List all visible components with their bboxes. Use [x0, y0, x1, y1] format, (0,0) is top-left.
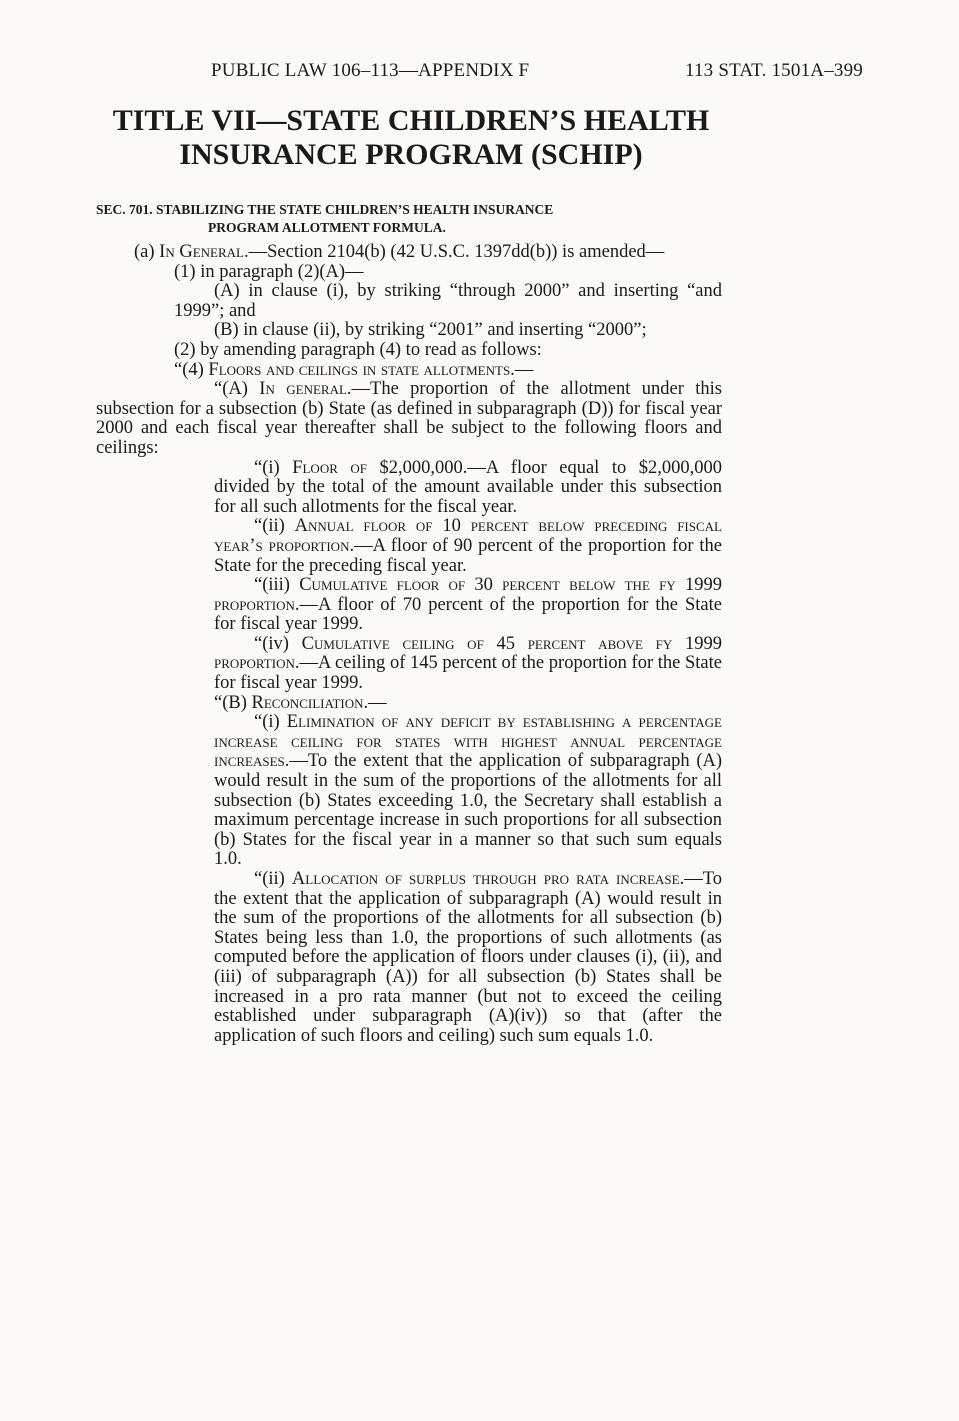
- clause-iv-cumulative-ceiling: “(iv) Cumulative ceiling of 45 percent above fy 1999 proportion.—A ceiling of 145 percent of the proportion for the State for fiscal year 1999.: [214, 633, 722, 694]
- paragraph-4-heading: “(4) Floors and ceilings in state allotments.—: [174, 359, 534, 380]
- paragraph-1-B: (B) in clause (ii), by striking “2001” and inserting “2000”;: [214, 320, 647, 341]
- header-law-citation: PUBLIC LAW 106–113—APPENDIX F: [211, 60, 530, 81]
- clause-i-floor: “(i) Floor of $2,000,000.—A floor equal to $2,000,000 divided by the total of the amount available under this subsection for all such allotments for the fiscal year.: [214, 457, 722, 517]
- title-line-2: INSURANCE PROGRAM (SCHIP): [179, 138, 643, 171]
- clause-iii-cumulative-floor: “(iii) Cumulative floor of 30 percent below the fy 1999 proportion.—A floor of 70 percent of the proportion for the State for fiscal year 1999.: [214, 575, 723, 635]
- paragraph-a: (a) In General.—Section 2104(b) (42 U.S.C. 1397dd(b)) is amended—: [134, 242, 665, 262]
- title-heading: [96, 104, 726, 172]
- section-body: [96, 243, 722, 1046]
- section-heading: [96, 201, 722, 237]
- section-heading-line-2: PROGRAM ALLOTMENT FORMULA.: [208, 220, 446, 235]
- clause-i-elimination-of-deficit: “(i) Elimination of any deficit by establishing a percentage increase ceiling for states with highest annual percentage increases.—To the extent that the application of subparagraph (A) would result in the sum of the proportions of the allotments for all subsection (b) States exceeding 1.0, the Secretary shall establish a maximum percentage increase in such proportions for all subsection (b) States for the fiscal year in a manner so that such sum equals 1.0.: [214, 712, 722, 870]
- clause-ii-allocation-of-surplus: “(ii) Allocation of surplus through pro rata increase.—To the extent that the application of subparagraph (A) would result in the sum of the proportions of the allotments for all subsection (b) States being less than 1.0, the proportions of such allotments (as computed before the application of floors under clauses (i), (ii), and (iii) of subparagraph (A)) for all subsection (b) States shall be increased in a pro rata manner (but not to exceed the ceiling established under subparagraph (A)(iv)) so that (after the application of such floors and ceiling) such sum equals 1.0.: [214, 869, 722, 1046]
- subparagraph-A: “(A) In general.—The proportion of the allotment under this subsection for a subsection (b) State (as defined in subparagraph (D)) for fiscal year 2000 and each fiscal year thereafter shall be subject to the following floors and ceilings:: [96, 379, 722, 458]
- paragraph-1-A: (A) in clause (i), by striking “through 2000” and inserting “and 1999”; and: [174, 281, 722, 321]
- clause-ii-annual-floor: “(ii) Annual floor of 10 percent below preceding fiscal year’s proportion.—A floor of 90 percent of the proportion for the State for the preceding fiscal year.: [214, 516, 723, 576]
- header-statute-page: 113 STAT. 1501A–399: [684, 60, 863, 81]
- title-line-1: TITLE VII—STATE CHILDREN’S HEALTH: [112, 104, 710, 137]
- paragraph-1: (1) in paragraph (2)(A)—: [174, 261, 364, 282]
- subparagraph-B-heading: “(B) Reconciliation.—: [214, 692, 387, 713]
- running-header: [211, 60, 863, 82]
- paragraph-2: (2) by amending paragraph (4) to read as follows:: [174, 339, 542, 360]
- section-heading-line-1: SEC. 701. STABILIZING THE STATE CHILDREN’S HEALTH INSURANCE: [96, 202, 554, 217]
